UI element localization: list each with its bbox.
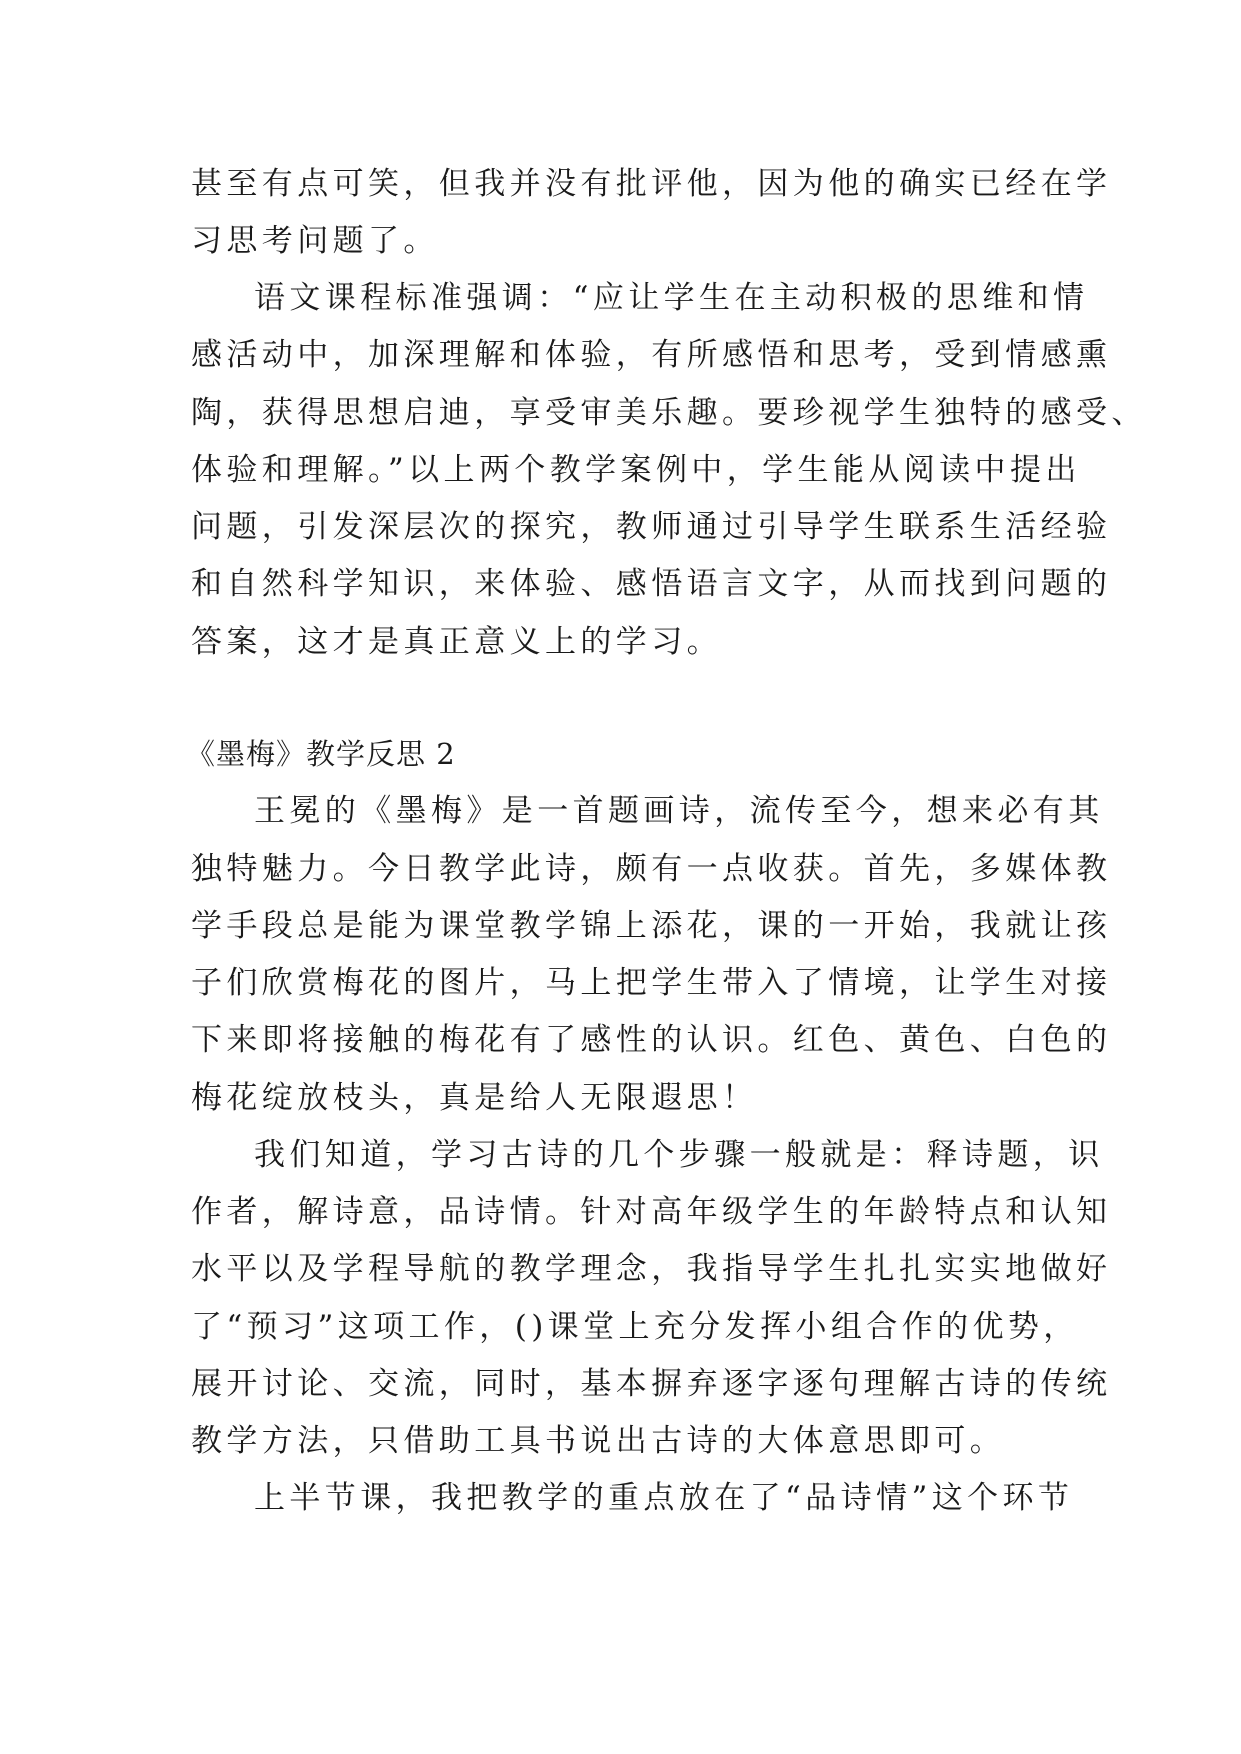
text-line: 作者，解诗意，品诗情。针对高年级学生的年龄特点和认知 [191, 1194, 1112, 1230]
text-line: 独特魅力。今日教学此诗，颇有一点收获。首先，多媒体教 [191, 851, 1112, 887]
text-line: 答案，这才是真正意义上的学习。 [191, 624, 722, 660]
text-line: 和自然科学知识，来体验、感悟语言文字，从而找到问题的 [191, 566, 1112, 602]
text-line: 语文课程标准强调：“应让学生在主动积极的思维和情 [254, 280, 1089, 316]
text-line: 问题，引发深层次的探究，教师通过引导学生联系生活经验 [191, 509, 1112, 545]
text-line: 下来即将接触的梅花有了感性的认识。红色、黄色、白色的 [191, 1022, 1112, 1058]
text-line: 感活动中，加深理解和体验，有所感悟和思考，受到情感熏 [191, 337, 1112, 373]
text-line: 习思考问题了。 [191, 223, 439, 259]
text-line: 我们知道，学习古诗的几个步骤一般就是：释诗题，识 [254, 1137, 1104, 1173]
text-line: 学手段总是能为课堂教学锦上添花，课的一开始，我就让孩 [191, 908, 1112, 944]
text-line: 陶，获得思想启迪，享受审美乐趣。要珍视学生独特的感受、 [191, 395, 1147, 431]
text-line: 上半节课，我把教学的重点放在了“品诗情”这个环节 [254, 1480, 1074, 1516]
text-line: 梅花绽放枝头，真是给人无限遐思！ [191, 1080, 758, 1116]
text-line: 体验和理解。”以上两个教学案例中，学生能从阅读中提出 [191, 452, 1081, 488]
text-line: 教学方法，只借助工具书说出古诗的大体意思即可。 [191, 1423, 1006, 1459]
text-line: 子们欣赏梅花的图片，马上把学生带入了情境，让学生对接 [191, 965, 1112, 1001]
text-line: 展开讨论、交流，同时，基本摒弃逐字逐句理解古诗的传统 [191, 1366, 1112, 1402]
text-line: 甚至有点可笑，但我并没有批评他，因为他的确实已经在学 [191, 166, 1112, 202]
text-line: 王冕的《墨梅》是一首题画诗，流传至今，想来必有其 [254, 793, 1104, 829]
text-line: 了“预习”这项工作，()课堂上充分发挥小组合作的优势， [191, 1309, 1079, 1345]
text-line: 水平以及学程导航的教学理念，我指导学生扎扎实实地做好 [191, 1251, 1112, 1287]
section-heading: 《墨梅》教学反思 2 [186, 737, 456, 771]
